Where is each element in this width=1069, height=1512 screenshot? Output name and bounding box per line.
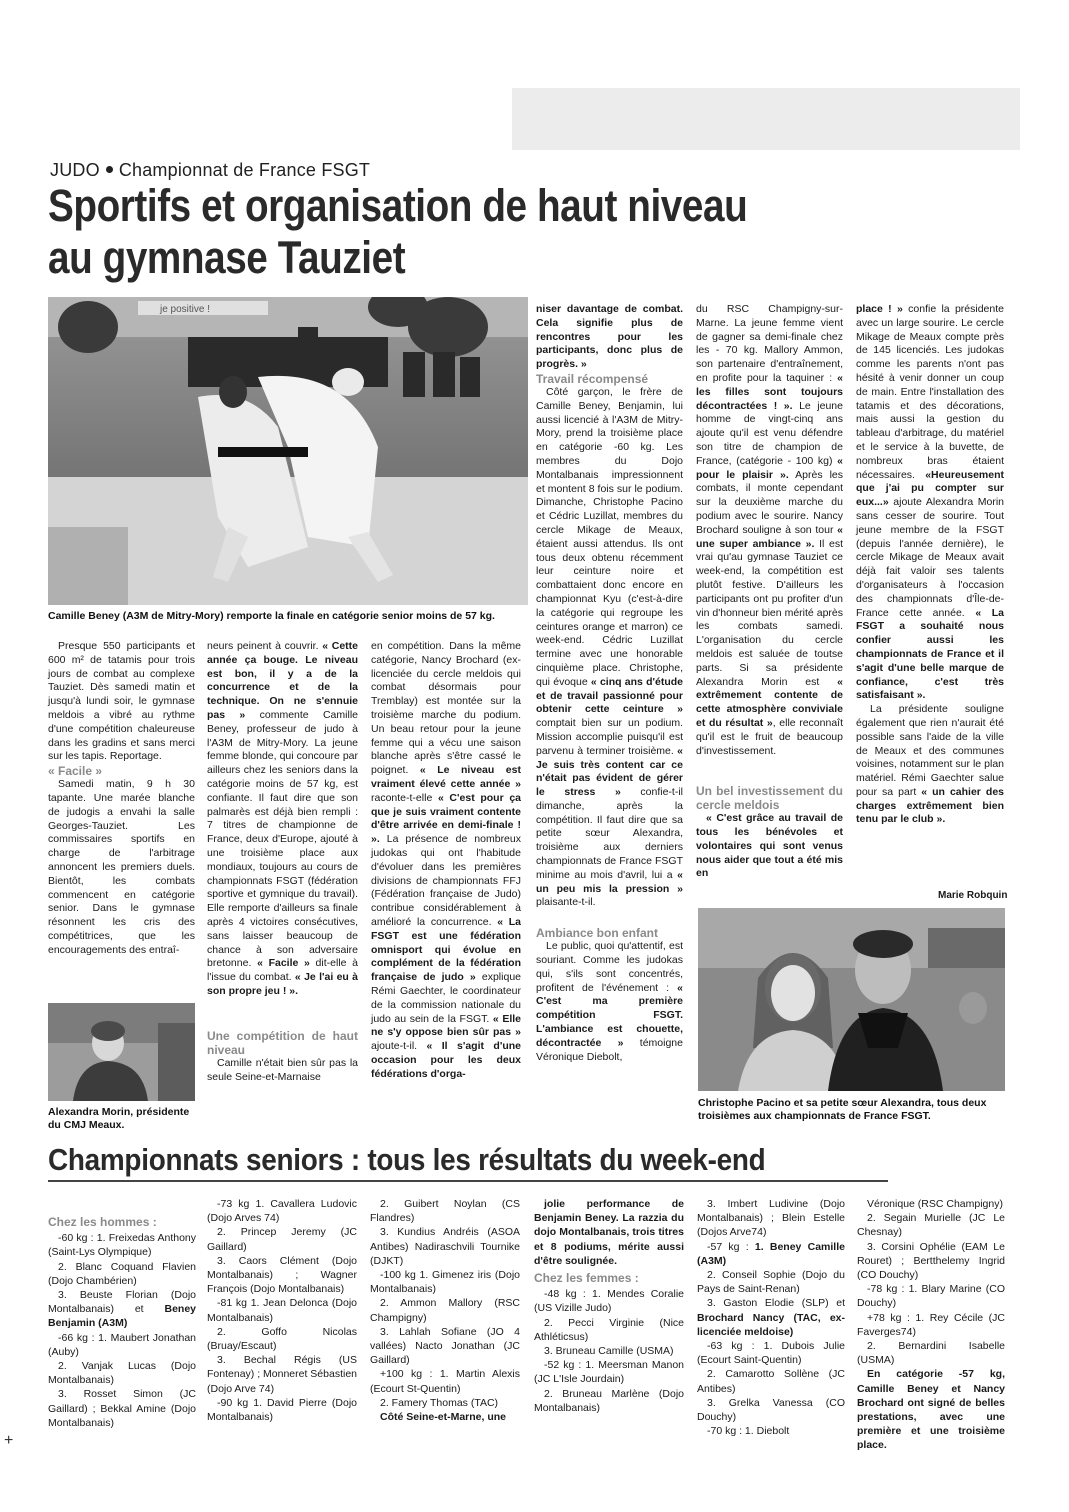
- headline-line-2: au gymnase Tauziet: [48, 232, 406, 283]
- result-entry: [207, 1353, 357, 1396]
- article-column-3: [371, 640, 521, 1082]
- result-entry: [857, 1339, 1005, 1367]
- result-entry: [207, 1197, 357, 1225]
- result-text: -52 kg : 1. Meersman Manon (JC L'Isle Jourdain): [534, 1359, 684, 1386]
- result-text: 2. Camarotto Sollène (JC Antibes): [697, 1368, 845, 1395]
- result-highlight: jolie performance de Benjamin Beney. La razzia du dojo Montalbanais, trois titres et 8 podiums, mérite aussi d'être soulignée.: [534, 1198, 684, 1267]
- quote: « Cette année ça bouge. Le niveau est bon, il y a de la concurrence et de la technique. On ne s'ennuie pas »: [207, 640, 358, 721]
- col1-paragraph: Samedi matin, 9 h 30 tapante. Une marée blanche de judogis a envahi la salle Georges-Tauziet. Les commissaires sportifs en charge de l'arbitrage annoncent les premiers duels. Bientôt, les combats commencent en catégorie senior. Dans le gymnase résonnent les cris des compétitrices, que les encouragements des entraî-: [48, 778, 195, 956]
- result-text: -48 kg : 1. Mendes Coralie (US Vizille Judo): [534, 1288, 684, 1315]
- inset-photo-caption: Alexandra Morin, présidente du CMJ Meaux.: [48, 1106, 190, 1131]
- result-text: 3. Kundius Andréis (ASOA Antibes) Nadiraschvili Tournike (DJKT): [370, 1226, 520, 1267]
- quote: « Je l'ai eu à son propre jeu ! ».: [207, 971, 359, 997]
- headline-line-1: Sportifs et organisation de haut niveau: [48, 180, 748, 231]
- section-kicker: [50, 160, 370, 181]
- main-photo: [48, 297, 528, 605]
- margin-mark: +: [4, 1432, 14, 1449]
- text-run: plaisante-t-il.: [536, 896, 596, 909]
- text-run: ajoute Alexandra Morin sans cesser de sourire. Tout jeune membre de la FSGT (depuis l'année dernière), le cercle Mikage de Meaux avait déjà fait valoir ses talents d'organisateurs à l'occasion des championnats d'Île-de-France cette année.: [856, 496, 1004, 619]
- result-text: -57 kg :: [707, 1240, 755, 1253]
- quote: place ! »: [856, 303, 903, 315]
- quote: « Je suis très content car ce n'était pas évident de gérer le stress »: [536, 744, 683, 799]
- article-column-2: [207, 640, 358, 1084]
- quote: « C'est ma première compétition FSGT. L'ambiance est chouette, décontractée »: [536, 981, 683, 1049]
- results-column-5: [697, 1197, 845, 1438]
- article-column-5: [696, 303, 843, 881]
- banner-text: je positive !: [160, 304, 211, 315]
- text-run: Il est vrai qu'au gymnase Tauziet ce week-end, la compétition est plutôt festive. D'ailleurs les participants ont pu profiter d'un vin d'honneur bien mérité après les combats samedi. L'organisation du cercle meldois est saluée de toutse parts. Si sa présidente Alexandra Morin est: [696, 537, 843, 688]
- result-entry: [857, 1367, 1005, 1452]
- results-column-4: [534, 1197, 684, 1415]
- text-run: comptait bien sur un podium. Mission accomplie puisqu'il est parvenu à terminer troisième.: [536, 717, 683, 757]
- result-entry: [697, 1396, 845, 1424]
- quote: « un peu mis la pression »: [536, 868, 683, 895]
- result-text: -90 kg 1. David Pierre (Dojo Montalbanais): [207, 1396, 357, 1424]
- result-text: -63 kg : 1. Dubois Julie (Ecourt Saint-Quentin): [697, 1340, 845, 1367]
- result-entry: [48, 1331, 196, 1359]
- quote: « La FSGT est une fédération omnisport qui évolue en complément de la fédération française de judo »: [371, 915, 522, 984]
- result-text: -66 kg : 1. Maubert Jonathan (Auby): [48, 1331, 196, 1358]
- quote: « les filles sont toujours décontractées ! ».: [696, 371, 843, 412]
- text-run: raconte-t-elle: [371, 791, 438, 804]
- subhead-facile: « Facile »: [48, 764, 103, 779]
- bullet-icon: [106, 166, 113, 173]
- col5-paragraph-1: [696, 303, 843, 758]
- result-highlight: Brochard Nancy (TAC, ex-licenciée meldoise): [697, 1311, 845, 1338]
- kicker-subject: Championnat de France FSGT: [118, 160, 371, 180]
- result-entry: [697, 1424, 845, 1438]
- result-entry: [857, 1311, 1005, 1339]
- quote: « C'est grâce au travail de tous les bénévoles et volontaires qui sont venus nous aider que tout a été mis en: [696, 812, 843, 880]
- result-entry: [857, 1211, 1005, 1239]
- quote: « La FSGT a souhaité nous confier aussi les championnats de France et il s'agit d'une belle marque de confiance, c'est très satisfaisant ».: [856, 606, 1005, 702]
- text-run: explique Rémi Gaechter, le coordinateur de la commission nationale du judo au sein de la FSGT.: [371, 971, 521, 1025]
- result-entry: [534, 1358, 684, 1386]
- result-entry: [370, 1410, 520, 1424]
- siblings-photo: [698, 908, 1005, 1091]
- col3-paragraph: [371, 640, 521, 1082]
- text-run: neurs peinent à couvrir.: [207, 640, 323, 652]
- result-entry: [207, 1325, 357, 1353]
- result-entry: [534, 1197, 684, 1268]
- author-byline: Marie Robquin: [938, 890, 1008, 901]
- subhead-ambiance: Ambiance bon enfant: [536, 926, 659, 941]
- col2-paragraph-1: [207, 640, 358, 999]
- result-text: 3. Beuste Florian (Dojo Montalbanais) et: [48, 1289, 196, 1316]
- article-column-6: [856, 303, 1004, 827]
- result-entry: [697, 1296, 845, 1339]
- result-text: 3. Gaston Elodie (SLP) et: [707, 1297, 845, 1310]
- result-text: 2. Vanjak Lucas (Dojo Montalbanais): [48, 1360, 196, 1387]
- text-run: commente Camille Beney, professeur de judo à l'A3M de Mitry-Mory. La jeune femme blonde, qui concoure par ailleurs chez les seniors dans la catégorie moins de 57 kg, est confiante. Il faut dire que son palmarès est déjà bien rempli : 7 titres de championne de France, deux d'Europe, ajouté à une troisième place aux mondiaux, toujours au cours de championnats FSGT (fédération sportive et gymnique du travail). Elle remporte d'ailleurs sa finale après 4 victoires consécutives, sans laisser beaucoup de chance à son adversaire bretonne.: [207, 708, 358, 970]
- result-entry: [857, 1240, 1005, 1283]
- inset-photo: [48, 1003, 195, 1101]
- text-run: Après les combats, il monte cependant sur la deuxième marche du podium avec le sourire. Nancy Brochard souligne à son tour: [696, 468, 844, 536]
- siblings-photo-caption: Christophe Pacino et sa petite sœur Alexandra, tous deux troisièmes aux championnats de France FSGT.: [698, 1097, 987, 1122]
- result-highlight: 1. Beney Camille (A3M): [697, 1240, 845, 1267]
- col4-paragraph-2: [536, 940, 683, 1064]
- text-run: Côté garçon, le frère de Camille Beney, Benjamin, lui aussi licencié à l'A3M de Mitry-Mory, prend la troisième place en catégorie -60 kg. Les membres du Dojo Montalbanais impressionnent et montent 8 fois sur le podium. Dimanche, Christophe Pacino et Cédric Luzillat, membres du cercle Mikage de Meaux, étaient aussi attendus. Ils ont tous deux obtenu récemment leur ceinture noire et combattaient donc encore en championnat Kyu (c'est-à-dire la catégorie qui regroupe les ceintures orange et marron) ce week-end. Cédric Luzillat termine avec une honorable cinquième place. Christophe, qui évoque: [536, 385, 683, 688]
- quote: « pour le plaisir ».: [696, 454, 843, 481]
- quote: « un cahier des charges extrêmement bien tenu par le club ».: [856, 785, 1004, 826]
- subhead-competition: Une compétition de haut niveau: [207, 1028, 358, 1057]
- result-entry: [534, 1287, 684, 1315]
- text-run: témoigne Véronique Diebolt,: [536, 1036, 683, 1063]
- subhead-investissement: Un bel investissement du cercle meldois: [696, 784, 843, 813]
- result-highlight: Côté Seine-et-Marne, une: [380, 1411, 507, 1424]
- results-column-2: [207, 1197, 357, 1424]
- article-column-4: [536, 303, 683, 1064]
- text-run: confie-t-il dimanche, après la compétition. Il faut dire que sa petite sœur Alexandra, troisième aux derniers championnats de France FSGT minime au mois d'avril, lui a: [536, 786, 683, 881]
- subhead-travail: Travail récompensé: [536, 371, 649, 386]
- text-run: Le public, quoi qu'attentif, est souriant. Comme les judokas qui, s'ils sont concentrés, profitent de l'événement :: [536, 940, 683, 994]
- result-text: -78 kg : 1. Blary Marine (CO Douchy): [857, 1283, 1005, 1310]
- result-text: -60 kg : 1. Freixedas Anthony (Saint-Lys Olympique): [48, 1232, 196, 1259]
- result-entry: [48, 1231, 196, 1259]
- result-text: 2. Conseil Sophie (Dojo du Pays de Saint-Renan): [697, 1269, 845, 1296]
- result-entry: [370, 1268, 520, 1296]
- text-run: dit-elle à l'issue du combat.: [207, 957, 359, 984]
- result-text: -70 kg : 1. Diebolt: [707, 1425, 790, 1438]
- result-text: 2. Segain Murielle (JC Le Chesnay): [857, 1212, 1005, 1239]
- text-run: La présidente souligne également que rien n'aurait été possible sans l'aide de la ville de Meaux et des communes voisines, notamment sur le plan matériel. Rémi Gaechter salue pour sa part: [856, 703, 1004, 798]
- quote: « Facile »: [257, 957, 310, 970]
- result-entry: [697, 1367, 845, 1395]
- result-entry: [857, 1282, 1005, 1310]
- kicker-section: JUDO: [50, 160, 100, 180]
- col2-paragraph-2: Camille n'était bien sûr pas la seule Seine-et-Marnaise: [207, 1056, 358, 1083]
- result-entry: [48, 1288, 196, 1331]
- result-text: -100 kg 1. Gimenez iris (Dojo Montalbanais): [370, 1269, 520, 1296]
- col5-paragraph-2: [696, 812, 843, 881]
- text-run: en compétition. Dans la même catégorie, Nancy Brochard (ex-licenciée du cercle meldois qui combat désormais pour Tremblay) est montée sur la troisième marche du podium. Un beau retour pour la jeune femme qui a vécu une saison blanche après s'être cassé le poignet.: [371, 640, 521, 777]
- result-text: 3. Caors Clément (Dojo Montalbanais) ; Wagner François (Dojo Montalbanais): [207, 1254, 357, 1296]
- result-entry: [534, 1344, 684, 1358]
- result-text: 2. Famery Thomas (TAC): [380, 1396, 499, 1409]
- portrait-illustration: [48, 1003, 195, 1101]
- result-text: 2. Bernardini Isabelle (USMA): [857, 1340, 1005, 1367]
- quote: « Il s'agit d'une occasion pour les deux fédérations d'orga-: [371, 1040, 521, 1080]
- result-text: 3. Lahlah Sofiane (JO 4 vallées) Nacto Jonathan (JC Gaillard): [370, 1325, 520, 1367]
- col6-paragraph-2: [856, 703, 1004, 827]
- result-text: -73 kg 1. Cavallera Ludovic (Dojo Arves 74): [207, 1198, 357, 1225]
- results-subhead: Chez les femmes :: [534, 1271, 639, 1286]
- results-headline: Championnats seniors : tous les résultats du week-end: [48, 1142, 766, 1177]
- text-run: ajoute-t-il.: [371, 1040, 427, 1053]
- col6-paragraph-1: [856, 303, 1004, 703]
- result-text: 2. Bruneau Marlène (Dojo Montalbanais): [534, 1387, 684, 1414]
- result-entry: [370, 1225, 520, 1268]
- result-text: 3. Grelka Vanessa (CO Douchy): [697, 1396, 845, 1424]
- result-entry: [370, 1197, 520, 1225]
- result-entry: [370, 1396, 520, 1410]
- text-run: La présence de nombreux judokas qui ont l'habitude d'évoluer dans les premières divisions de championnats FFJ (Fédération française de Judo) contribue considérablement à amélioré la concurrence.: [371, 833, 521, 928]
- result-entry: [697, 1268, 845, 1296]
- result-text: 3. Bruneau Camille (USMA): [544, 1345, 674, 1358]
- result-entry: [697, 1197, 845, 1240]
- text-run: du RSC Champigny-sur-Marne. La jeune femme vient de gagner sa demi-finale chez les - 70 kg. Mallory Ammon, son partenaire d'entraînement, en profite pour la taquiner :: [696, 303, 843, 384]
- results-rule: [48, 1180, 888, 1182]
- result-text: 2. Princep Jeremy (JC Gaillard): [207, 1226, 357, 1253]
- quote: « C'est pour ça que je suis vraiment contente d'être arrivée en demi-finale ! ».: [371, 791, 521, 846]
- result-text: 2. Ammon Mallory (RSC Champigny): [370, 1297, 520, 1324]
- judo-match-illustration: [48, 297, 528, 605]
- result-text: 2. Guibert Noylan (CS Flandres): [370, 1198, 520, 1225]
- text-run: , elle reconnaît qu'il est le fruit de beaucoup d'investissement.: [696, 716, 843, 757]
- quote: « cinq ans d'étude et de travail passionné pour obtenir cette ceinture »: [536, 675, 683, 716]
- result-text: 2. Goffo Nicolas (Bruay/Escaut): [207, 1325, 357, 1353]
- quote: « une super ambiance ».: [696, 523, 843, 550]
- result-text: -81 kg 1. Jean Delonca (Dojo Montalbanais): [207, 1297, 357, 1324]
- result-text: 2. Blanc Coquand Flavien (Dojo Chambérien): [48, 1260, 196, 1287]
- result-text: +100 kg : 1. Martin Alexis (Ecourt St-Quentin): [370, 1368, 520, 1395]
- article-column-1: [48, 640, 195, 958]
- page-headline: [48, 180, 770, 284]
- quote: «Heureusement que j'ai pu compter sur eux...»: [856, 468, 1004, 509]
- quote: « Le niveau est vraiment élevé cette année »: [371, 764, 521, 790]
- result-text: 2. Pecci Virginie (Nice Athléticsus): [534, 1316, 684, 1343]
- col4-quote-intro: [536, 303, 683, 372]
- result-entry: [370, 1296, 520, 1324]
- result-entry: [697, 1339, 845, 1367]
- result-entry: [534, 1387, 684, 1415]
- results-subhead: Chez les hommes :: [48, 1215, 157, 1229]
- result-entry: [48, 1260, 196, 1288]
- result-text: 3. Rosset Simon (JC Gaillard) ; Bekkal Amine (Dojo Montalbanais): [48, 1388, 196, 1429]
- result-text: Véronique (RSC Champigny): [867, 1198, 1003, 1210]
- result-highlight: Beney Benjamin (A3M): [48, 1303, 196, 1330]
- result-text: 3. Bechal Régis (US Fontenay) ; Monneret Sébastien (Dojo Arve 74): [207, 1354, 358, 1395]
- result-entry: [207, 1296, 357, 1324]
- results-column-1: [48, 1212, 196, 1430]
- result-entry: [207, 1396, 357, 1424]
- article-lead: Presque 550 participants et 600 m² de tatamis pour trois jours de combat au complexe Tauziet. Dès samedi matin et jusqu'à lundi soir, le gymnase meldois a vibré au rythme d'une compétition chaleureuse dans les gradins et sans merci sur les tapis. Reportage.: [48, 640, 195, 763]
- siblings-illustration: [698, 908, 1005, 1091]
- result-text: 3. Imbert Ludivine (Dojo Montalbanais) ; Blein Estelle (Dojos Arve74): [697, 1198, 845, 1239]
- result-entry: [207, 1254, 357, 1297]
- quote: « Elle ne s'y oppose bien sûr pas »: [371, 1012, 521, 1039]
- result-entry: [370, 1325, 520, 1368]
- main-photo-caption: Camille Beney (A3M de Mitry-Mory) remporte la finale en catégorie senior moins de 57 kg.: [48, 610, 495, 622]
- results-column-3: [370, 1197, 520, 1424]
- result-highlight: En catégorie -57 kg, Camille Beney et Nancy Brochard ont signé de belles prestations, avec une première et une troisième place.: [857, 1368, 1005, 1452]
- text-run: Le jeune homme de vingt-cinq ans ajoute qu'il est venu défendre son titre de champion de France, (catégorie - 100 kg): [696, 399, 843, 467]
- result-entry: [697, 1240, 845, 1268]
- col4-paragraph-1: [536, 386, 683, 910]
- result-text: +78 kg : 1. Rey Cécile (JC Faverges74): [857, 1311, 1005, 1338]
- text-run: confie la présidente avec un large sourire. Le cercle Mikage de Meaux compte près de 145 licenciés. Les judokas comme les parents n'ont pas hésité à venir donner un coup de main. Entre l'installation des tatamis et des décorations, mais aussi la gestion du tableau d'arbitrage, du matériel et le service à la buvette, de nombreux bras étaient nécessaires.: [856, 303, 1004, 481]
- result-entry: [48, 1359, 196, 1387]
- result-entry: [370, 1367, 520, 1395]
- result-entry: [207, 1225, 357, 1253]
- result-entry: [857, 1197, 1005, 1211]
- result-text: 3. Corsini Ophélie (EAM Le Rouret) ; Bertthelemy Ingrid (CO Douchy): [857, 1240, 1005, 1282]
- results-column-6: [857, 1197, 1005, 1453]
- result-entry: [534, 1316, 684, 1344]
- quote: « extrêmement contente de cette atmosphère conviviale et du résultat »: [696, 675, 843, 729]
- blank-header-area: [512, 88, 1020, 150]
- result-entry: [48, 1387, 196, 1430]
- quote: niser davantage de combat. Cela signifie plus de rencontres pour les participants, donc plus de progrès. »: [536, 303, 683, 371]
